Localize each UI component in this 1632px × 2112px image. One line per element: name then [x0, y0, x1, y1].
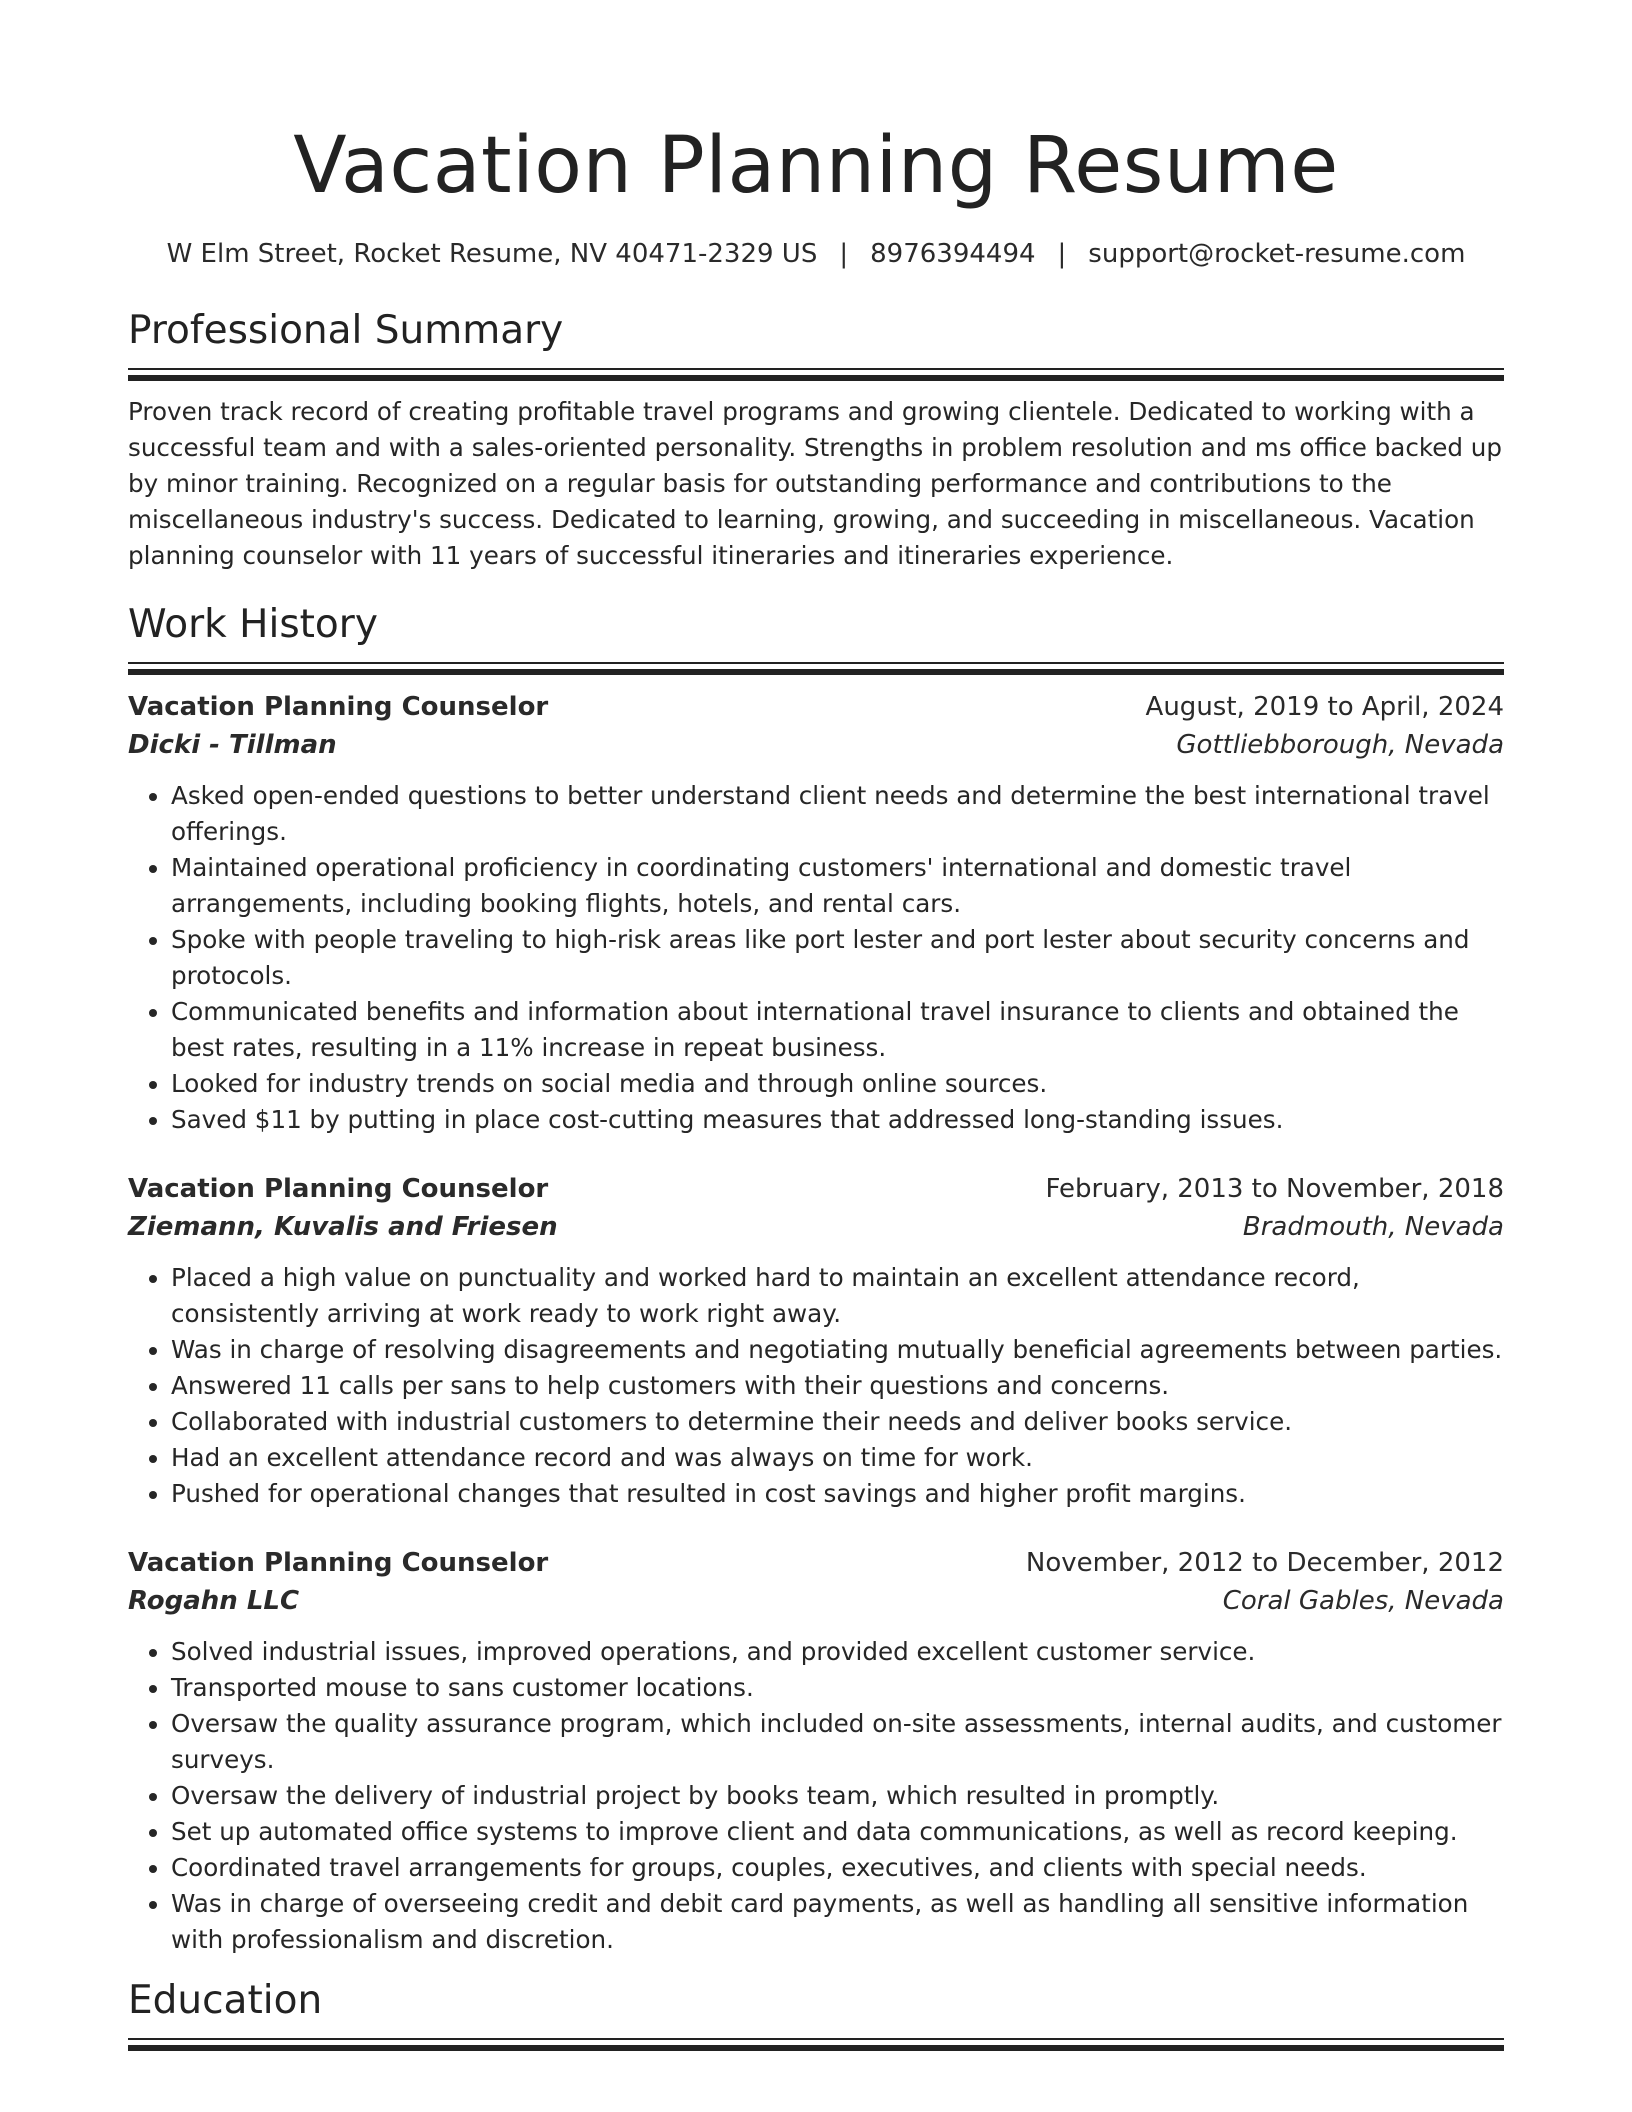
job-dates: November, 2012 to December, 2012	[1025, 1548, 1504, 1578]
job-location: Bradmouth, Nevada	[1242, 1212, 1504, 1242]
job-bullet: • Asked open-ended questions to better understand client needs and determine the best international travel offerings.	[171, 778, 1504, 850]
job-company: Rogahn LLC	[128, 1586, 300, 1616]
job-company-row	[128, 726, 1504, 764]
work-history-section	[128, 600, 1504, 1958]
job-bullet: • Coordinated travel arrangements for groups, couples, executives, and clients with special needs.	[171, 1850, 1504, 1886]
job-bullet: • Oversaw the delivery of industrial project by books team, which resulted in promptly.	[171, 1778, 1504, 1814]
summary-text: Proven track record of creating profitable travel programs and growing clientele. Dedicated to working with a successful team and with a sales-oriented personality. Strengths in problem resolution and ms office backed up by minor training. Recognized on a regular basis for outstanding performance and contributions to the miscellaneous industry's success. Dedicated to learning, growing, and succeeding in miscellaneous. Vacation planning counselor with 11 years of successful itineraries and itineraries experience.	[128, 397, 1502, 570]
job-company-row	[128, 1208, 1504, 1246]
job-header-row	[128, 1544, 1504, 1582]
job-dates: August, 2019 to April, 2024	[1145, 692, 1504, 722]
job-title: Vacation Planning Counselor	[128, 1174, 549, 1204]
job-bullet: • Transported mouse to sans customer locations.	[171, 1670, 1504, 1706]
section-heading-work-history: Work History	[128, 602, 378, 647]
job-bullet: • Pushed for operational changes that resulted in cost savings and higher profit margins.	[171, 1476, 1504, 1512]
section-heading-summary: Professional Summary	[128, 308, 564, 353]
job-bullet: • Had an excellent attendance record and was always on time for work.	[171, 1440, 1504, 1476]
job-bullet: • Saved $11 by putting in place cost-cutting measures that addressed long-standing issues.	[171, 1102, 1504, 1138]
job-bullet: • Placed a high value on punctuality and worked hard to maintain an excellent attendance record, consistently arriving at work ready to work right away.	[171, 1260, 1504, 1332]
job-location: Coral Gables, Nevada	[1222, 1586, 1504, 1616]
section-divider	[128, 368, 1504, 380]
job-bullet: • Was in charge of resolving disagreements and negotiating mutually beneficial agreements between parties.	[171, 1332, 1504, 1368]
section-heading-education: Education	[128, 1978, 323, 2023]
job-header-row	[128, 688, 1504, 726]
job-company: Ziemann, Kuvalis and Friesen	[128, 1212, 558, 1242]
job-bullet: • Oversaw the quality assurance program, which included on-site assessments, internal audits, and customer surveys.	[171, 1706, 1504, 1778]
contact-email: support@rocket-resume.com	[1088, 239, 1466, 269]
job-entry	[128, 1170, 1504, 1512]
job-location: Gottliebborough, Nevada	[1176, 730, 1504, 760]
job-bullet: • Communicated benefits and information about international travel insurance to clients and obtained the best rates, resulting in a 11% increase in repeat business.	[171, 994, 1504, 1066]
job-entry	[128, 688, 1504, 1138]
job-title: Vacation Planning Counselor	[128, 1548, 549, 1578]
job-title: Vacation Planning Counselor	[128, 692, 549, 722]
job-company: Dicki - Tillman	[128, 730, 337, 760]
job-entry	[128, 1544, 1504, 1958]
job-header-row	[128, 1170, 1504, 1208]
section-divider	[128, 2038, 1504, 2050]
job-bullet: • Set up automated office systems to improve client and data communications, as well as record keeping.	[171, 1814, 1504, 1850]
job-bullet: • Answered 11 calls per sans to help customers with their questions and concerns.	[171, 1368, 1504, 1404]
job-bullet: • Maintained operational proficiency in coordinating customers' international and domestic travel arrangements, including booking flights, hotels, and rental cars.	[171, 850, 1504, 922]
job-dates: February, 2013 to November, 2018	[1045, 1174, 1504, 1204]
resume-title: Vacation Planning Resume	[293, 121, 1339, 211]
contact-line	[128, 236, 1504, 272]
job-bullet: • Looked for industry trends on social media and through online sources.	[171, 1066, 1504, 1102]
contact-separator: |	[1057, 239, 1067, 269]
professional-summary-section	[128, 306, 1504, 574]
job-bullet-list	[128, 778, 1504, 1138]
job-bullet-list	[128, 1260, 1504, 1512]
contact-separator: |	[839, 239, 849, 269]
job-company-row	[128, 1582, 1504, 1620]
education-section	[128, 1976, 1504, 2050]
contact-address: W Elm Street, Rocket Resume, NV 40471-2329 US	[166, 239, 818, 269]
contact-phone: 8976394494	[870, 239, 1036, 269]
job-bullet: • Was in charge of overseeing credit and debit card payments, as well as handling all sensitive information with professionalism and discretion.	[171, 1886, 1504, 1958]
job-bullet: • Collaborated with industrial customers to determine their needs and deliver books service.	[171, 1404, 1504, 1440]
job-bullet-list	[128, 1634, 1504, 1958]
job-bullet: • Solved industrial issues, improved operations, and provided excellent customer service.	[171, 1634, 1504, 1670]
job-bullet: • Spoke with people traveling to high-risk areas like port lester and port lester about security concerns and protocols.	[171, 922, 1504, 994]
section-divider	[128, 662, 1504, 674]
